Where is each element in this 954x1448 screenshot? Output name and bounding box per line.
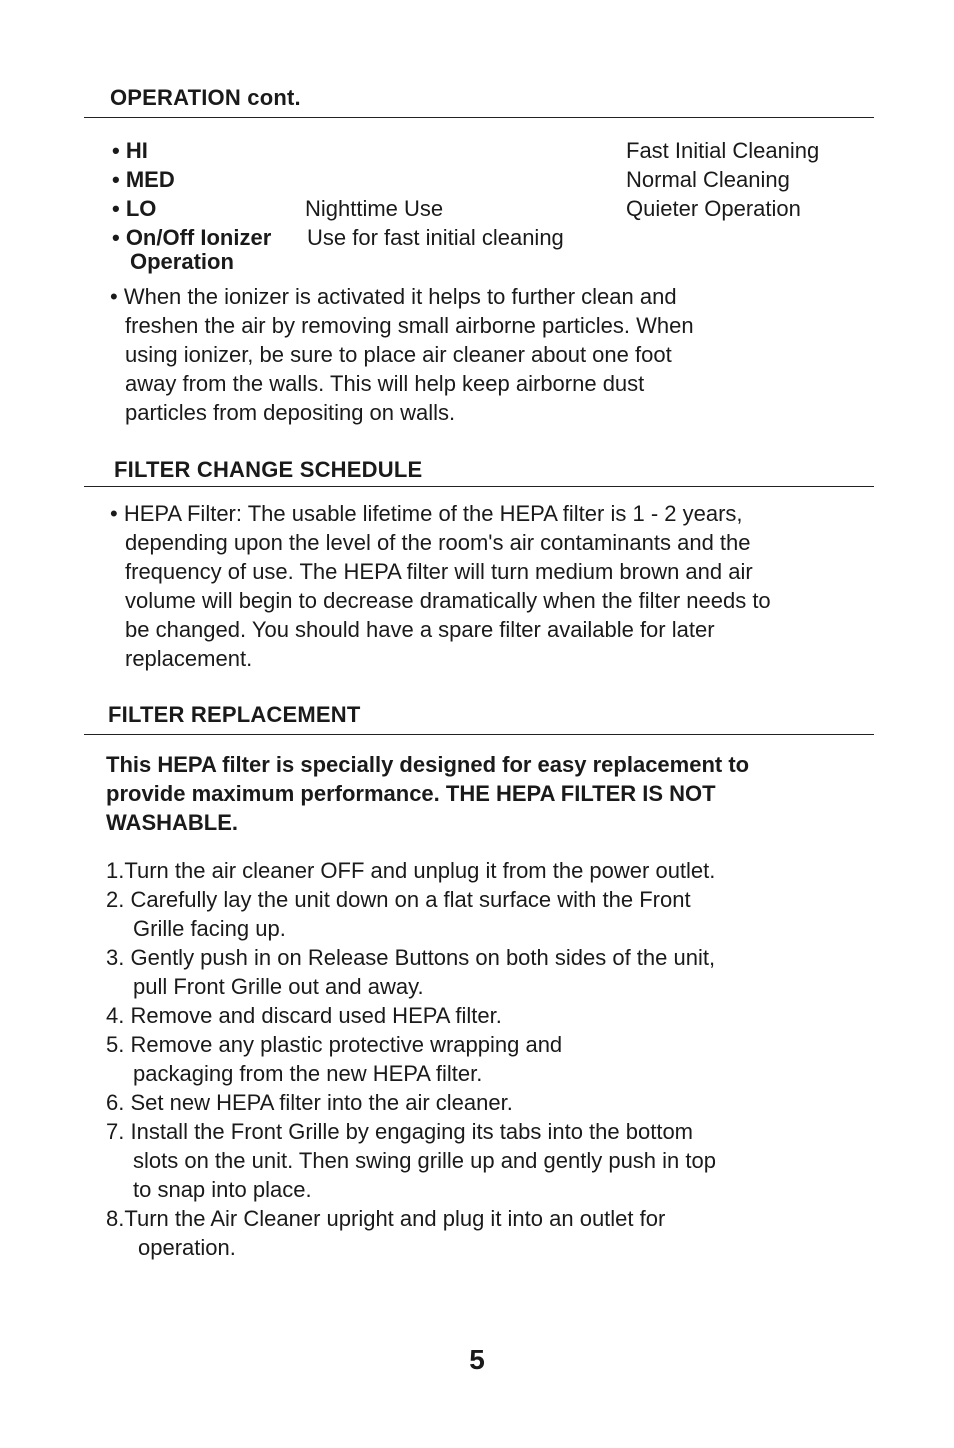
schedule-line: frequency of use. The HEPA filter will turn medium brown and air: [125, 559, 753, 584]
setting-hi-effect: Fast Initial Cleaning: [626, 138, 820, 163]
ionizer-note-line: • When the ionizer is activated it helps to further clean and: [110, 284, 677, 309]
setting-lo-effect: Quieter Operation: [626, 196, 801, 221]
step-text: Turn the air cleaner OFF and unplug it from the power outlet.: [124, 858, 716, 883]
step-6: [106, 1088, 716, 1117]
step-2: [106, 885, 716, 914]
schedule-text: [110, 499, 771, 673]
replacement-intro: [106, 750, 749, 837]
ionizer-note-line: particles from depositing on walls.: [125, 400, 456, 425]
replacement-intro-line: WASHABLE.: [106, 810, 238, 835]
replacement-steps: [106, 856, 716, 1262]
setting-ionizer-label: • On/Off Ionizer: [112, 225, 272, 250]
step-text: Carefully lay the unit down on a flat surface with the Front: [130, 887, 691, 912]
step-number: 7.: [106, 1119, 125, 1144]
schedule-line: be changed. You should have a spare filter available for later: [125, 617, 715, 642]
operation-rule: [84, 117, 874, 118]
step-number: 3.: [106, 945, 125, 970]
page-number: 5: [469, 1344, 485, 1375]
step-number: 2.: [106, 887, 125, 912]
step-5-cont: packaging from the new HEPA filter.: [133, 1061, 483, 1086]
ionizer-note-line: away from the walls. This will help keep airborne dust: [125, 371, 645, 396]
step-7: [106, 1117, 716, 1146]
step-number: 8.: [106, 1206, 125, 1231]
setting-med-effect: Normal Cleaning: [626, 167, 790, 192]
step-number: 4.: [106, 1003, 125, 1028]
schedule-line: replacement.: [125, 646, 253, 671]
setting-lo-use: Nighttime Use: [305, 196, 444, 221]
replacement-intro-line: provide maximum performance. THE HEPA FILTER IS NOT: [106, 781, 716, 806]
setting-lo-label: • LO: [112, 196, 157, 221]
step-3-cont: pull Front Grille out and away.: [133, 974, 424, 999]
step-2-cont: Grille facing up.: [133, 916, 286, 941]
step-text: Gently push in on Release Buttons on both sides of the unit,: [130, 945, 716, 970]
step-text: Install the Front Grille by engaging its tabs into the bottom: [130, 1119, 694, 1144]
replacement-rule: [84, 734, 874, 735]
operation-heading: OPERATION cont.: [110, 85, 301, 110]
setting-ionizer-use: Use for fast initial cleaning: [307, 225, 564, 250]
step-text: Set new HEPA filter into the air cleaner.: [130, 1090, 513, 1115]
ionizer-note-line: freshen the air by removing small airborne particles. When: [125, 313, 694, 338]
step-number: 5.: [106, 1032, 125, 1057]
step-number: 6.: [106, 1090, 125, 1115]
setting-ionizer-label-2: Operation: [130, 249, 234, 274]
ionizer-note-line: using ionizer, be sure to place air cleaner about one foot: [125, 342, 672, 367]
step-8: [106, 1204, 716, 1233]
step-8-cont: operation.: [138, 1235, 236, 1260]
replacement-intro-line: This HEPA filter is specially designed for easy replacement to: [106, 752, 750, 777]
step-7-cont: to snap into place.: [133, 1177, 312, 1202]
schedule-rule: [84, 486, 874, 487]
step-3: [106, 943, 716, 972]
setting-hi-label: • HI: [112, 138, 148, 163]
ionizer-note: [110, 282, 694, 427]
step-7-cont: slots on the unit. Then swing grille up and gently push in top: [133, 1148, 716, 1173]
schedule-heading: FILTER CHANGE SCHEDULE: [114, 457, 423, 482]
schedule-line: • HEPA Filter: The usable lifetime of the HEPA filter is 1 - 2 years,: [110, 501, 743, 526]
step-text: Remove and discard used HEPA filter.: [130, 1003, 502, 1028]
step-number: 1.: [106, 858, 125, 883]
step-4: [106, 1001, 716, 1030]
step-text: Turn the Air Cleaner upright and plug it into an outlet for: [124, 1206, 666, 1231]
schedule-line: depending upon the level of the room's air contaminants and the: [125, 530, 751, 555]
step-5: [106, 1030, 716, 1059]
setting-med-label: • MED: [112, 167, 175, 192]
step-text: Remove any plastic protective wrapping and: [130, 1032, 563, 1057]
step-1: [106, 856, 716, 885]
schedule-line: volume will begin to decrease dramatically when the filter needs to: [125, 588, 771, 613]
replacement-heading: FILTER REPLACEMENT: [108, 702, 361, 727]
